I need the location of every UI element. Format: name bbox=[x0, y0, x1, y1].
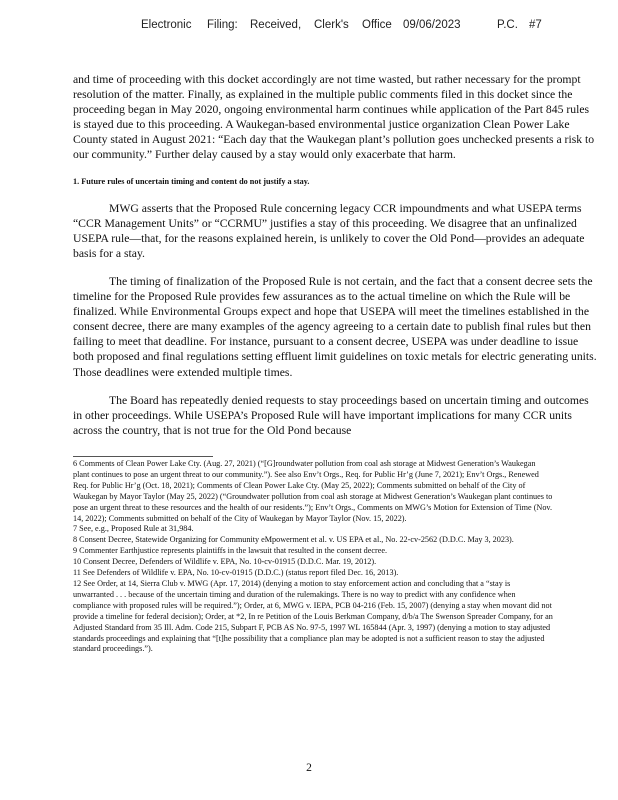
paragraph-continuation: and time of proceeding with this docket accordingly are not time wasted, but rather necessary for the prompt resolution of the matter. Finally, as explained in the multiple public comments filed in this docket since the proceeding began in May 2020, ongoing environmental harm continues while application of the Part 845 rules is stayed due to this proceeding. A Waukegan-based environmental justice organization Clean Power Lake County stated in August 2021: “Each day that the Waukegan plant’s pollution goes unchecked presents a risk to our community.” Further delay caused by a stay would only exacerbate that harm. bbox=[73, 73, 595, 162]
footnote-7: 7 See, e.g., Proposed Rule at 31,984. bbox=[73, 524, 194, 534]
section-heading: 1. Future rules of uncertain timing and content do not justify a stay. bbox=[73, 176, 310, 186]
footnote-10: 10 Consent Decree, Defenders of Wildlife v. EPA, No. 10-cv-01915 (D.D.C. Mar. 19, 2012). bbox=[73, 557, 377, 567]
header-filing: Filing: bbox=[207, 19, 238, 31]
header-received: Received, bbox=[250, 19, 302, 31]
paragraph-timing: The timing of finalization of the Proposed Rule is not certain, and the fact that a consent decree sets the timeline for the Proposed Rule provides few assurances as to the actual timeline on which the Rule will be finalized. While Environmental Groups expect and hope that USEPA will meet the timelines established in the consent decree, there are many examples of the agency agreeing to a certain date to publish final rules but then failing to meet that deadline. For instance, pursuant to a consent decree, USEPA was under deadline to issue both proposed and final regulations setting effluent limit guidelines on toxic metals for electric generating units. Those deadlines were extended multiple times. bbox=[73, 274, 597, 379]
footnote-11: 11 See Defenders of Wildlife v. EPA, No. 10-cv-01915 (D.D.C.) (status report filed Dec. 16, 2013). bbox=[73, 568, 399, 578]
footnote-8: 8 Consent Decree, Statewide Organizing for Community eMpowerment et al. v. US EPA et al., No. 22-cv-2562 (D.D.C. May 3, 2023). bbox=[73, 535, 514, 545]
page-number: 2 bbox=[306, 762, 312, 774]
paragraph-proposed-rule: MWG asserts that the Proposed Rule concerning legacy CCR impoundments and what USEPA terms “CCR Management Units” or “CCRMU” justifies a stay of this proceeding. We disagree that an unfinalized USEPA rule—that, for the reasons explained herein, is unlikely to cover the Old Pond—provides an adequate basis for a stay. bbox=[73, 201, 585, 260]
paragraph-board-denials: The Board has repeatedly denied requests to stay proceedings based on uncertain timing and outcomes in other proceedings. While USEPA’s Proposed Rule will have important implications for many CCR units across the country, that is not true for the Old Pond because bbox=[73, 393, 589, 437]
header-clerks: Clerk's bbox=[314, 19, 349, 31]
header-electronic: Electronic bbox=[141, 19, 192, 31]
header-pc-number: #7 bbox=[529, 19, 542, 31]
document-body bbox=[73, 72, 599, 438]
header-office: Office bbox=[362, 19, 392, 31]
footnote-12: 12 See Order, at 14, Sierra Club v. MWG (Apr. 17, 2014) (denying a motion to stay enforcement action and concluding that a “stay is unwarranted . . . because of the uncertain timing and duration of the rulemakings. There is no way to predict with any confidence when compliance with proposed rules will be required.”); Order, at 6, MWG v. IEPA, PCB 04-216 (Feb. 15, 2007) (denying a stay when movant did not provide a timeline for federal decision); Order, at *2, In re Petition of the Louis Berkman Company, d/b/a The Swenson Spreader Company, for an Adjusted Standard from 35 Ill. Adm. Code 215, Subpart F, PCB AS No. 97-5, 1997 WL 165844 (Apr. 3, 1997) (denying a motion to stay adjusted standards proceedings and explaining that “[t]he possibility that a compliance plan may be adopted is not a sufficient reason to stay the adjusted standard proceedings.”). bbox=[73, 578, 553, 654]
header-pc: P.C. bbox=[497, 19, 518, 31]
footnote-separator bbox=[73, 456, 213, 457]
footnote-9: 9 Commenter Earthjustice represents plaintiffs in the lawsuit that resulted in the consent decree. bbox=[73, 546, 388, 556]
footnotes bbox=[73, 459, 553, 655]
footnote-6: 6 Comments of Clean Power Lake Cty. (Aug. 27, 2021) (“[G]roundwater pollution from coal ash storage at Midwest Generation’s Waukegan plant continues to pose an urgent threat to our community.”). See also Env’t Orgs., Req. for Public Hr’g (June 7, 2021); Env’t Orgs., Renewed Req. for Public Hr’g (Oct. 18, 2021); Comments of Clean Power Lake Cty. (May 25, 2022); Comments submitted on behalf of the City of Waukegan by Mayor Taylor (May 25, 2022) (“Groundwater pollution from coal ash storage at Midwest Generation’s Waukegan plant continues to pose an urgent threat to these resources and the health of our residents.”); Env’t Orgs., Comments on MWG’s Motion for Extension of Time (Nov. 14, 2022); Comments submitted on behalf of the City of Waukegan by Mayor Taylor (Nov. 15, 2022). bbox=[73, 459, 553, 523]
header-date: 09/06/2023 bbox=[403, 19, 461, 31]
